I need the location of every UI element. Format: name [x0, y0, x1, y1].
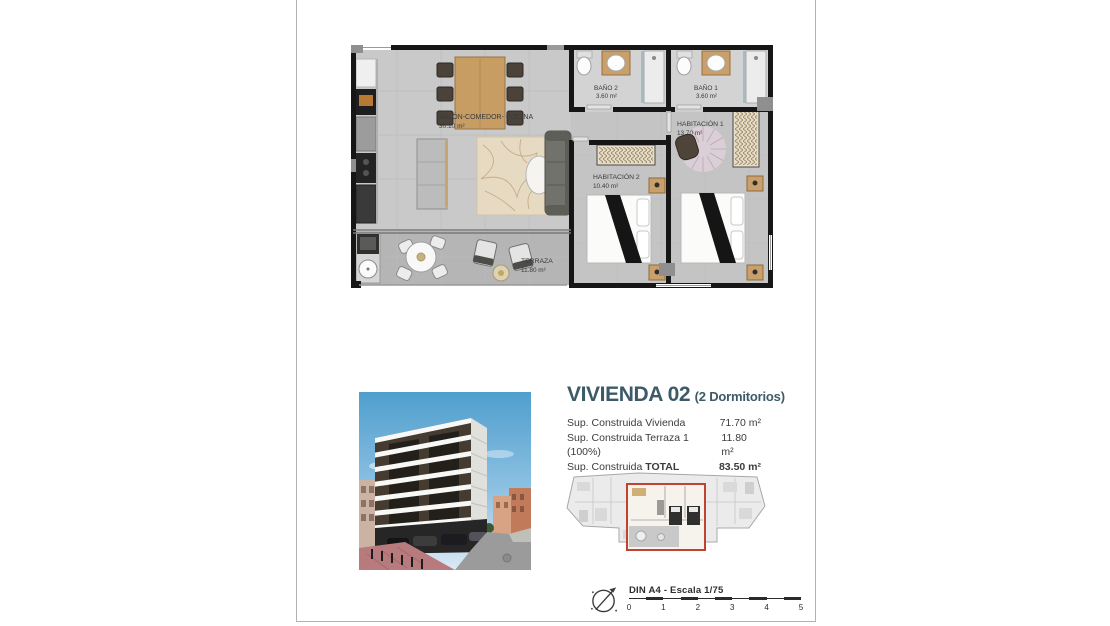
kitchen-units — [356, 59, 378, 223]
page-title — [567, 383, 785, 408]
room-label: BAÑO 1 — [694, 85, 718, 92]
scale-tick: 2 — [695, 603, 701, 612]
sink — [707, 55, 725, 71]
toilet — [577, 57, 591, 75]
scale-ticks — [626, 603, 804, 613]
north-arrow-icon — [589, 583, 620, 615]
room-area: 30.10 m² — [439, 123, 465, 130]
scale-tick: 1 — [661, 603, 666, 612]
row-value: 11.80 m² — [721, 431, 747, 458]
room-label: BAÑO 2 — [594, 85, 618, 92]
unit-title-block — [567, 383, 785, 474]
scale-tick: 0 — [626, 603, 632, 612]
room-label: HABITACIÓN 1 — [677, 121, 724, 128]
scale-bar-group — [626, 583, 804, 613]
building-photo — [359, 392, 531, 570]
table-row — [567, 431, 761, 460]
table-row — [567, 416, 761, 431]
scale-tick: 3 — [729, 603, 735, 612]
toilet — [677, 57, 691, 75]
unit-name: VIVIENDA 02 — [567, 383, 691, 406]
room-label: HABITACIÓN 2 — [593, 174, 640, 181]
a4-plan-sheet — [296, 0, 816, 622]
room-area: 13.70 m² — [677, 130, 703, 137]
scale-label: DIN A4 - Escala 1/75 — [629, 585, 724, 596]
scale-bar — [629, 598, 801, 602]
row-label: Sup. Construida — [567, 460, 646, 473]
room-label: SALÓN-COMEDOR- COCINA — [439, 114, 534, 121]
unit-subtitle: (2 Dormitorios) — [694, 389, 785, 404]
room-area: 3.60 m² — [696, 93, 717, 100]
row-label: Sup. Construida Vivienda — [567, 417, 686, 429]
highlighted-unit — [627, 484, 705, 550]
room-area: 3.60 m² — [596, 93, 617, 100]
row-value: 71.70 m² — [719, 417, 761, 429]
room-area: 10.40 m² — [593, 183, 619, 190]
sideboard — [417, 139, 448, 209]
row-label-bold: TOTAL — [645, 460, 680, 473]
laundry-unit — [356, 233, 380, 283]
scale-tick: 4 — [764, 603, 769, 612]
scale-tick: 5 — [798, 603, 804, 612]
row-value: 83.50 m² — [718, 460, 761, 473]
surface-area-table — [567, 416, 761, 474]
sink — [607, 55, 625, 71]
row-label: Sup. Construida Terraza 1 (100%) — [567, 431, 689, 458]
apartment-floor-plan — [351, 45, 775, 290]
room-area: 11.80 m² — [521, 267, 546, 274]
scale-block — [589, 583, 805, 615]
room-label: TERRAZA — [521, 258, 553, 265]
key-plan — [565, 468, 767, 564]
sofa — [545, 131, 571, 215]
